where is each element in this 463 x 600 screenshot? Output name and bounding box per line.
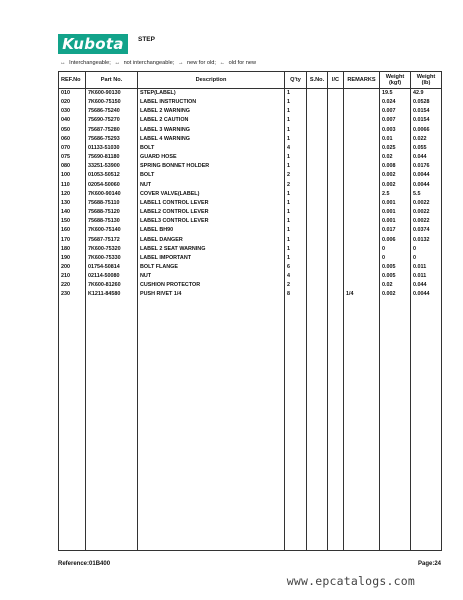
cell-quantity: 2 xyxy=(285,181,307,190)
cell-remarks xyxy=(344,272,380,281)
cell-ic xyxy=(328,153,344,162)
cell-part-no: 33251-53900 xyxy=(86,162,138,171)
cell-serial-no xyxy=(307,181,328,190)
cell-remarks xyxy=(344,135,380,144)
cell-weight-lb: 0.0132 xyxy=(411,236,442,245)
cell-part-no: 75690-75270 xyxy=(86,116,138,125)
cell-part-no: 01133-51030 xyxy=(86,144,138,153)
cell-ic xyxy=(328,162,344,171)
empty-cell xyxy=(285,300,307,551)
cell-ic xyxy=(328,290,344,299)
cell-ic xyxy=(328,126,344,135)
cell-weight-lb: 0.0022 xyxy=(411,199,442,208)
cell-quantity: 4 xyxy=(285,144,307,153)
cell-ic xyxy=(328,171,344,180)
col-ref-no: REF.No xyxy=(59,72,86,89)
cell-serial-no xyxy=(307,107,328,116)
cell-description: LABEL3 CONTROL LEVER xyxy=(138,217,285,226)
cell-ref-no: 050 xyxy=(59,126,86,135)
col-description: Description xyxy=(138,72,285,89)
cell-serial-no xyxy=(307,98,328,107)
cell-weight-kgf: 0 xyxy=(380,254,411,263)
cell-quantity: 1 xyxy=(285,126,307,135)
cell-remarks xyxy=(344,199,380,208)
cell-ref-no: 030 xyxy=(59,107,86,116)
empty-cell xyxy=(307,300,328,551)
cell-part-no: 7K600-75150 xyxy=(86,98,138,107)
cell-serial-no xyxy=(307,116,328,125)
cell-serial-no xyxy=(307,217,328,226)
cell-ref-no: 150 xyxy=(59,217,86,226)
cell-part-no: 01053-50512 xyxy=(86,171,138,180)
cell-weight-kgf: 0.025 xyxy=(380,144,411,153)
cell-weight-kgf: 0.007 xyxy=(380,107,411,116)
table-row xyxy=(59,217,442,226)
cell-part-no: 7K600-75330 xyxy=(86,254,138,263)
cell-remarks xyxy=(344,236,380,245)
table-filler-row xyxy=(59,300,442,551)
cell-quantity: 1 xyxy=(285,89,307,99)
table-row xyxy=(59,107,442,116)
cell-description: LABEL 2 SEAT WARNING xyxy=(138,245,285,254)
table-row xyxy=(59,98,442,107)
cell-serial-no xyxy=(307,144,328,153)
cell-ref-no: 210 xyxy=(59,272,86,281)
cell-remarks xyxy=(344,263,380,272)
cell-ic xyxy=(328,89,344,99)
cell-quantity: 1 xyxy=(285,226,307,235)
cell-weight-kgf: 0.024 xyxy=(380,98,411,107)
cell-ref-no: 070 xyxy=(59,144,86,153)
cell-part-no: 75687-75280 xyxy=(86,126,138,135)
cell-weight-lb: 0 xyxy=(411,254,442,263)
cell-ref-no: 110 xyxy=(59,181,86,190)
cell-description: SPRING BONNET HOLDER xyxy=(138,162,285,171)
cell-remarks xyxy=(344,181,380,190)
cell-description: BOLT FLANGE xyxy=(138,263,285,272)
cell-weight-lb: 0.0044 xyxy=(411,171,442,180)
legend-old-for-new: old for new xyxy=(228,60,256,66)
cell-weight-kgf: 0.001 xyxy=(380,199,411,208)
cell-ic xyxy=(328,245,344,254)
cell-ic xyxy=(328,144,344,153)
cell-remarks: 1/4 xyxy=(344,290,380,299)
cell-quantity: 1 xyxy=(285,135,307,144)
cell-weight-lb: 0.011 xyxy=(411,272,442,281)
col-serial-no: S.No. xyxy=(307,72,328,89)
cell-remarks xyxy=(344,190,380,199)
cell-remarks xyxy=(344,254,380,263)
cell-quantity: 1 xyxy=(285,245,307,254)
cell-part-no: 75688-75120 xyxy=(86,208,138,217)
cell-serial-no xyxy=(307,281,328,290)
cell-part-no: 7K600-81260 xyxy=(86,281,138,290)
cell-serial-no xyxy=(307,263,328,272)
cell-ic xyxy=(328,254,344,263)
cell-weight-lb: 0.0528 xyxy=(411,98,442,107)
cell-weight-kgf: 0.005 xyxy=(380,272,411,281)
cell-ic xyxy=(328,107,344,116)
cell-serial-no xyxy=(307,245,328,254)
cell-weight-kgf: 0.02 xyxy=(380,153,411,162)
cell-ref-no: 190 xyxy=(59,254,86,263)
cell-weight-lb: 0.044 xyxy=(411,281,442,290)
cell-weight-kgf: 0.001 xyxy=(380,208,411,217)
cell-quantity: 1 xyxy=(285,153,307,162)
cell-quantity: 4 xyxy=(285,272,307,281)
cell-weight-lb: 0.0176 xyxy=(411,162,442,171)
cell-ref-no: 120 xyxy=(59,190,86,199)
cell-weight-kgf: 0.017 xyxy=(380,226,411,235)
cell-quantity: 2 xyxy=(285,281,307,290)
cell-weight-kgf: 0.006 xyxy=(380,236,411,245)
cell-quantity: 1 xyxy=(285,254,307,263)
cell-remarks xyxy=(344,217,380,226)
table-row xyxy=(59,135,442,144)
cell-serial-no xyxy=(307,190,328,199)
cell-ref-no: 140 xyxy=(59,208,86,217)
cell-ref-no: 130 xyxy=(59,199,86,208)
cell-weight-kgf: 0.002 xyxy=(380,171,411,180)
empty-cell xyxy=(138,300,285,551)
new-for-old-icon: → xyxy=(177,60,184,66)
not-interchangeable-icon: ↔ xyxy=(114,60,120,66)
legend-new-for-old: new for old; xyxy=(186,60,216,66)
cell-remarks xyxy=(344,89,380,99)
cell-weight-lb: 0.0022 xyxy=(411,217,442,226)
cell-ic xyxy=(328,98,344,107)
table-row xyxy=(59,254,442,263)
cell-part-no: 7K600-75320 xyxy=(86,245,138,254)
cell-remarks xyxy=(344,98,380,107)
cell-description: GUARD HOSE xyxy=(138,153,285,162)
cell-serial-no xyxy=(307,226,328,235)
cell-description: PUSH RIVET 1/4 xyxy=(138,290,285,299)
cell-weight-lb: 5.5 xyxy=(411,190,442,199)
cell-ic xyxy=(328,226,344,235)
cell-part-no: 75690-81180 xyxy=(86,153,138,162)
legend-not-interchangeable: not interchangeable; xyxy=(123,60,175,66)
cell-part-no: 7K600-90130 xyxy=(86,89,138,99)
cell-remarks xyxy=(344,153,380,162)
cell-remarks xyxy=(344,226,380,235)
cell-part-no: 75688-75130 xyxy=(86,217,138,226)
cell-weight-kgf: 0.002 xyxy=(380,290,411,299)
empty-cell xyxy=(59,300,86,551)
table-row xyxy=(59,144,442,153)
cell-description: COVER VALVE(LABEL) xyxy=(138,190,285,199)
cell-weight-lb: 0 xyxy=(411,245,442,254)
table-row xyxy=(59,162,442,171)
table-row xyxy=(59,272,442,281)
cell-description: LABEL DANGER xyxy=(138,236,285,245)
table-row xyxy=(59,116,442,125)
cell-remarks xyxy=(344,116,380,125)
cell-quantity: 1 xyxy=(285,208,307,217)
cell-serial-no xyxy=(307,153,328,162)
cell-weight-lb: 42.9 xyxy=(411,89,442,99)
cell-ic xyxy=(328,272,344,281)
cell-weight-lb: 0.0044 xyxy=(411,290,442,299)
empty-cell xyxy=(86,300,138,551)
cell-weight-lb: 0.0022 xyxy=(411,208,442,217)
cell-weight-lb: 0.011 xyxy=(411,263,442,272)
interchangeable-icon: ↔ xyxy=(60,60,66,66)
cell-ic xyxy=(328,281,344,290)
cell-quantity: 1 xyxy=(285,217,307,226)
legend-interchangeable: Interchangeable; xyxy=(69,60,111,66)
cell-quantity: 1 xyxy=(285,162,307,171)
cell-description: LABEL IMPORTANT xyxy=(138,254,285,263)
cell-remarks xyxy=(344,162,380,171)
cell-quantity: 6 xyxy=(285,263,307,272)
cell-ref-no: 060 xyxy=(59,135,86,144)
cell-remarks xyxy=(344,171,380,180)
table-row xyxy=(59,153,442,162)
cell-part-no: K1211-84580 xyxy=(86,290,138,299)
cell-serial-no xyxy=(307,89,328,99)
cell-weight-kgf: 0.02 xyxy=(380,281,411,290)
cell-ref-no: 160 xyxy=(59,226,86,235)
cell-ref-no: 010 xyxy=(59,89,86,99)
cell-description: LABEL 4 WARNING xyxy=(138,135,285,144)
table-row xyxy=(59,171,442,180)
cell-serial-no xyxy=(307,208,328,217)
cell-ic xyxy=(328,190,344,199)
cell-weight-lb: 0.022 xyxy=(411,135,442,144)
kubota-logo: Kubota xyxy=(58,34,128,54)
parts-table xyxy=(58,71,442,551)
cell-quantity: 2 xyxy=(285,171,307,180)
cell-description: BOLT xyxy=(138,144,285,153)
cell-weight-kgf: 0.001 xyxy=(380,217,411,226)
cell-serial-no xyxy=(307,199,328,208)
cell-ic xyxy=(328,236,344,245)
empty-cell xyxy=(344,300,380,551)
cell-serial-no xyxy=(307,171,328,180)
table-row xyxy=(59,199,442,208)
cell-weight-kgf: 19.5 xyxy=(380,89,411,99)
cell-quantity: 1 xyxy=(285,107,307,116)
table-row xyxy=(59,181,442,190)
cell-ref-no: 075 xyxy=(59,153,86,162)
col-weight-lb: Weight (lb) xyxy=(411,72,442,89)
cell-part-no: 02114-50080 xyxy=(86,272,138,281)
col-ic: I/C xyxy=(328,72,344,89)
cell-description: LABEL 3 WARNING xyxy=(138,126,285,135)
cell-weight-lb: 0.0066 xyxy=(411,126,442,135)
cell-description: BOLT xyxy=(138,171,285,180)
cell-weight-kgf: 0.003 xyxy=(380,126,411,135)
cell-description: LABEL1 CONTROL LEVER xyxy=(138,199,285,208)
table-row xyxy=(59,208,442,217)
cell-quantity: 1 xyxy=(285,98,307,107)
cell-serial-no xyxy=(307,254,328,263)
cell-description: LABEL 2 WARNING xyxy=(138,107,285,116)
cell-weight-kgf: 0.007 xyxy=(380,116,411,125)
cell-description: STEP(LABEL) xyxy=(138,89,285,99)
table-row xyxy=(59,263,442,272)
cell-ic xyxy=(328,199,344,208)
table-row xyxy=(59,226,442,235)
table-row xyxy=(59,89,442,99)
table-row xyxy=(59,236,442,245)
cell-ref-no: 040 xyxy=(59,116,86,125)
cell-remarks xyxy=(344,245,380,254)
col-remarks: REMARKS xyxy=(344,72,380,89)
table-row xyxy=(59,190,442,199)
cell-weight-lb: 0.0374 xyxy=(411,226,442,235)
old-for-new-icon: ← xyxy=(219,60,226,66)
cell-serial-no xyxy=(307,236,328,245)
cell-weight-kgf: 0.008 xyxy=(380,162,411,171)
cell-serial-no xyxy=(307,162,328,171)
cell-part-no: 75686-75293 xyxy=(86,135,138,144)
section-title: STEP xyxy=(138,36,155,43)
cell-part-no: 02054-50060 xyxy=(86,181,138,190)
cell-description: LABEL INSTRUCTION xyxy=(138,98,285,107)
cell-weight-kgf: 2.5 xyxy=(380,190,411,199)
col-part-no: Part No. xyxy=(86,72,138,89)
table-header-row xyxy=(59,72,442,89)
cell-weight-lb: 0.0154 xyxy=(411,107,442,116)
cell-ic xyxy=(328,181,344,190)
cell-quantity: 1 xyxy=(285,199,307,208)
cell-ic xyxy=(328,135,344,144)
cell-ic xyxy=(328,217,344,226)
cell-remarks xyxy=(344,126,380,135)
cell-part-no: 75688-75110 xyxy=(86,199,138,208)
cell-ref-no: 230 xyxy=(59,290,86,299)
cell-remarks xyxy=(344,107,380,116)
col-weight-kgf: Weight (kgf) xyxy=(380,72,411,89)
cell-weight-kgf: 0.005 xyxy=(380,263,411,272)
cell-ref-no: 080 xyxy=(59,162,86,171)
cell-quantity: 1 xyxy=(285,236,307,245)
cell-part-no: 7K600-75140 xyxy=(86,226,138,235)
empty-cell xyxy=(380,300,411,551)
cell-weight-lb: 0.0154 xyxy=(411,116,442,125)
watermark: www.epcatalogs.com xyxy=(286,574,415,588)
cell-ic xyxy=(328,208,344,217)
cell-description: NUT xyxy=(138,272,285,281)
cell-serial-no xyxy=(307,126,328,135)
cell-description: LABEL2 CONTROL LEVER xyxy=(138,208,285,217)
table-row xyxy=(59,245,442,254)
cell-description: NUT xyxy=(138,181,285,190)
cell-serial-no xyxy=(307,135,328,144)
table-row xyxy=(59,281,442,290)
reference-number: Reference:01B400 xyxy=(58,561,111,567)
table-row xyxy=(59,290,442,299)
cell-ref-no: 020 xyxy=(59,98,86,107)
table-row xyxy=(59,126,442,135)
cell-quantity: 1 xyxy=(285,190,307,199)
cell-ref-no: 220 xyxy=(59,281,86,290)
cell-serial-no xyxy=(307,290,328,299)
cell-part-no: 75686-75240 xyxy=(86,107,138,116)
cell-description: CUSHION PROTECTOR xyxy=(138,281,285,290)
cell-remarks xyxy=(344,208,380,217)
cell-quantity: 8 xyxy=(285,290,307,299)
cell-quantity: 1 xyxy=(285,116,307,125)
cell-description: LABEL 2 CAUTION xyxy=(138,116,285,125)
cell-ref-no: 200 xyxy=(59,263,86,272)
cell-weight-lb: 0.0044 xyxy=(411,181,442,190)
cell-weight-lb: 0.055 xyxy=(411,144,442,153)
cell-ref-no: 170 xyxy=(59,236,86,245)
cell-remarks xyxy=(344,144,380,153)
cell-ic xyxy=(328,116,344,125)
cell-ref-no: 180 xyxy=(59,245,86,254)
cell-serial-no xyxy=(307,272,328,281)
cell-description: LABEL BH90 xyxy=(138,226,285,235)
cell-part-no: 7K600-90140 xyxy=(86,190,138,199)
empty-cell xyxy=(328,300,344,551)
cell-ic xyxy=(328,263,344,272)
col-quantity: Q'ty xyxy=(285,72,307,89)
cell-weight-kgf: 0 xyxy=(380,245,411,254)
cell-part-no: 01754-50814 xyxy=(86,263,138,272)
interchangeability-legend xyxy=(60,60,258,66)
cell-weight-kgf: 0.002 xyxy=(380,181,411,190)
empty-cell xyxy=(411,300,442,551)
cell-part-no: 75687-75172 xyxy=(86,236,138,245)
cell-weight-kgf: 0.01 xyxy=(380,135,411,144)
cell-weight-lb: 0.044 xyxy=(411,153,442,162)
page-number: Page:24 xyxy=(417,561,441,567)
cell-ref-no: 100 xyxy=(59,171,86,180)
cell-remarks xyxy=(344,281,380,290)
